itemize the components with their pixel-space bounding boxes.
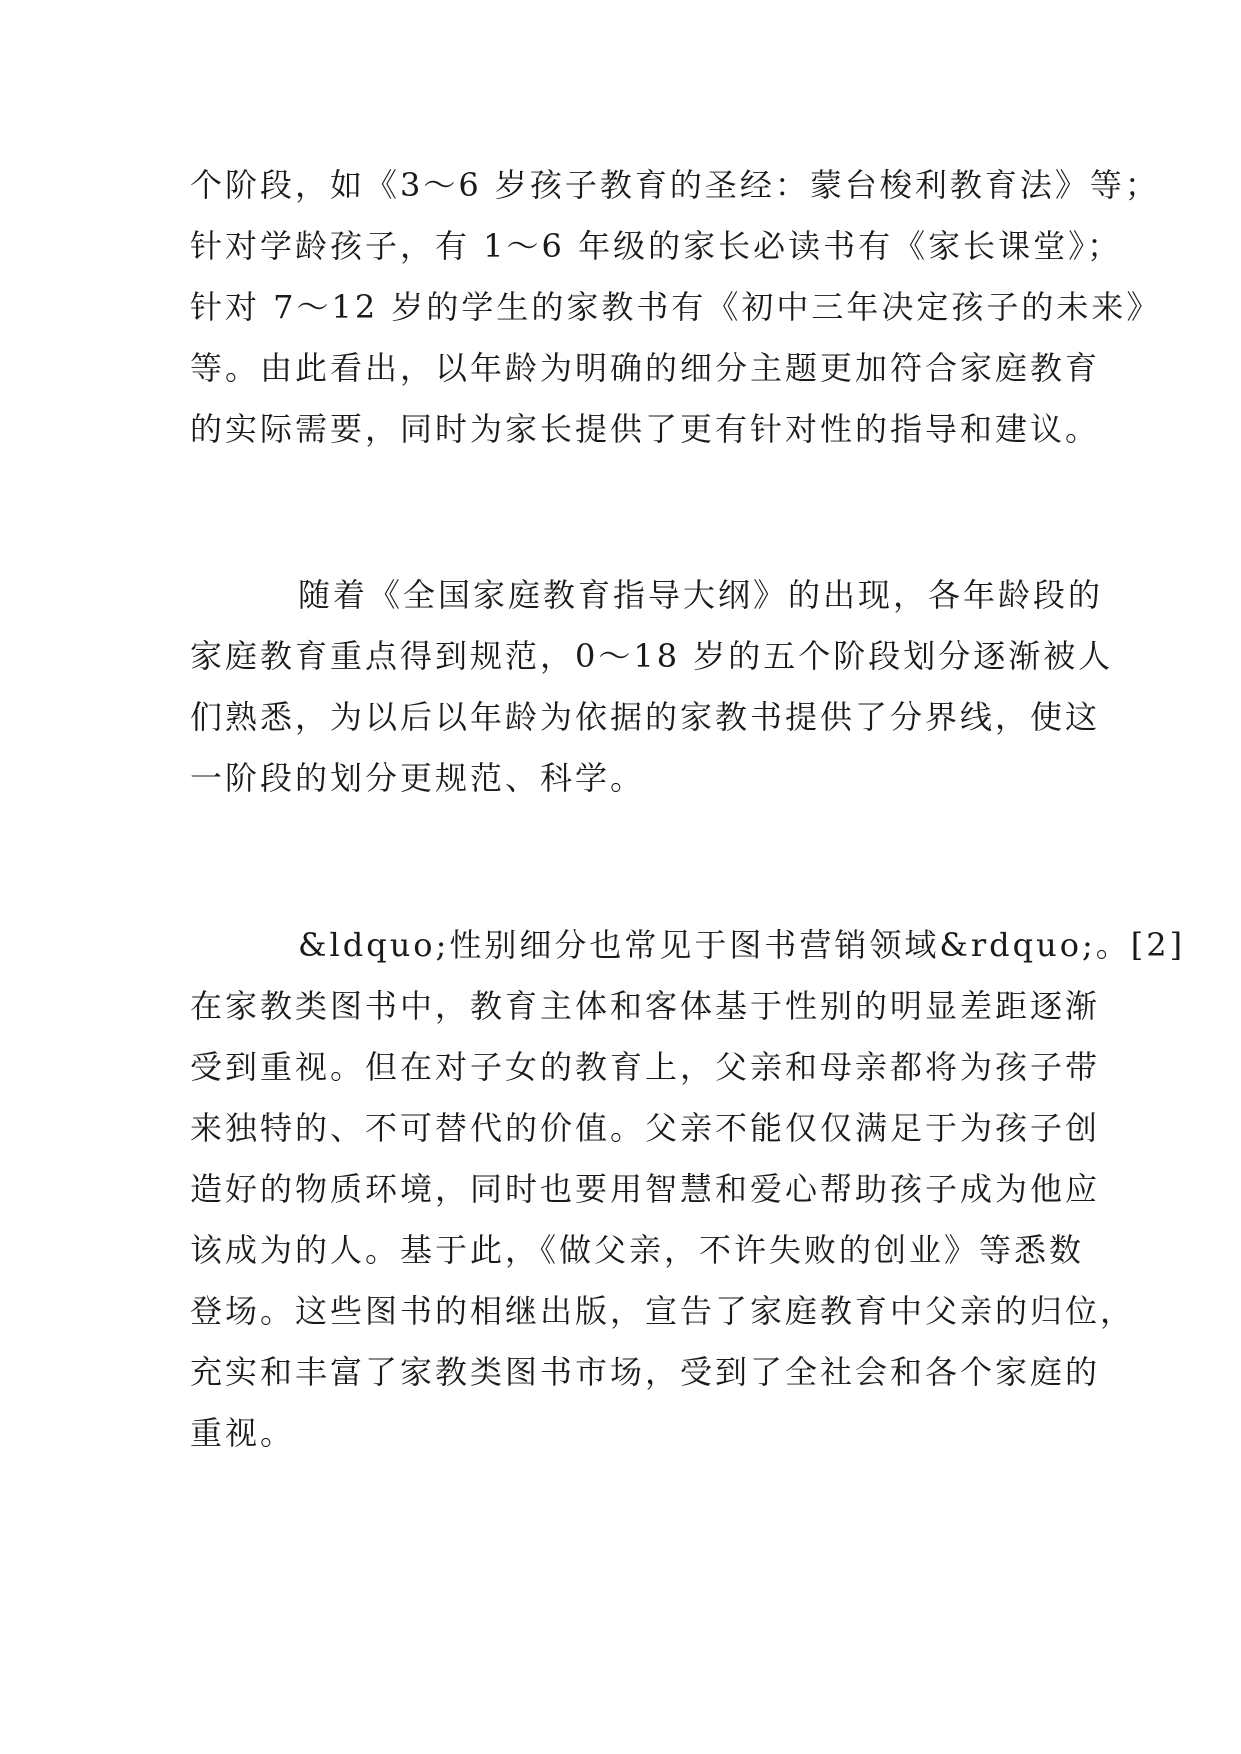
text-line: 们熟悉，为以后以年龄为依据的家教书提供了分界线，使这	[190, 698, 1101, 736]
text-line: 受到重视。但在对子女的教育上，父亲和母亲都将为孩子带	[190, 1048, 1101, 1086]
text-line: &ldquo;性别细分也常见于图书营销领域&rdquo;。[2]	[298, 926, 1186, 964]
text-line: 针对 7～12 岁的学生的家教书有《初中三年决定孩子的未来》	[190, 288, 1162, 326]
text-line: 在家教类图书中，教育主体和客体基于性别的明显差距逐渐	[190, 987, 1101, 1025]
text-line: 的实际需要，同时为家长提供了更有针对性的指导和建议。	[190, 410, 1101, 448]
paragraph-gender-segmentation	[190, 915, 1186, 1464]
text-line: 造好的物质环境，同时也要用智慧和爱心帮助孩子成为他应	[190, 1170, 1101, 1208]
text-line: 针对学龄孩子，有 1～6 年级的家长必读书有《家长课堂》；	[190, 227, 1123, 265]
text-line: 登场。这些图书的相继出版，宣告了家庭教育中父亲的归位，	[190, 1292, 1136, 1330]
paragraph-national-guideline	[190, 565, 1114, 809]
text-line: 来独特的、不可替代的价值。父亲不能仅仅满足于为孩子创	[190, 1109, 1101, 1147]
text-line: 随着《全国家庭教育指导大纲》的出现，各年龄段的	[298, 576, 1104, 614]
text-line: 一阶段的划分更规范、科学。	[190, 759, 646, 797]
text-line: 重视。	[190, 1414, 296, 1452]
text-line: 个阶段，如《3～6 岁孩子教育的圣经：蒙台梭利教育法》等；	[190, 166, 1160, 204]
text-line: 等。由此看出，以年龄为明确的细分主题更加符合家庭教育	[190, 349, 1101, 387]
paragraph-age-segmentation-continued	[190, 155, 1162, 460]
text-line: 该成为的人。基于此，《做父亲，不许失败的创业》等悉数	[190, 1231, 1085, 1269]
text-line: 家庭教育重点得到规范，0～18 岁的五个阶段划分逐渐被人	[190, 637, 1114, 675]
text-line: 充实和丰富了家教类图书市场，受到了全社会和各个家庭的	[190, 1353, 1101, 1391]
